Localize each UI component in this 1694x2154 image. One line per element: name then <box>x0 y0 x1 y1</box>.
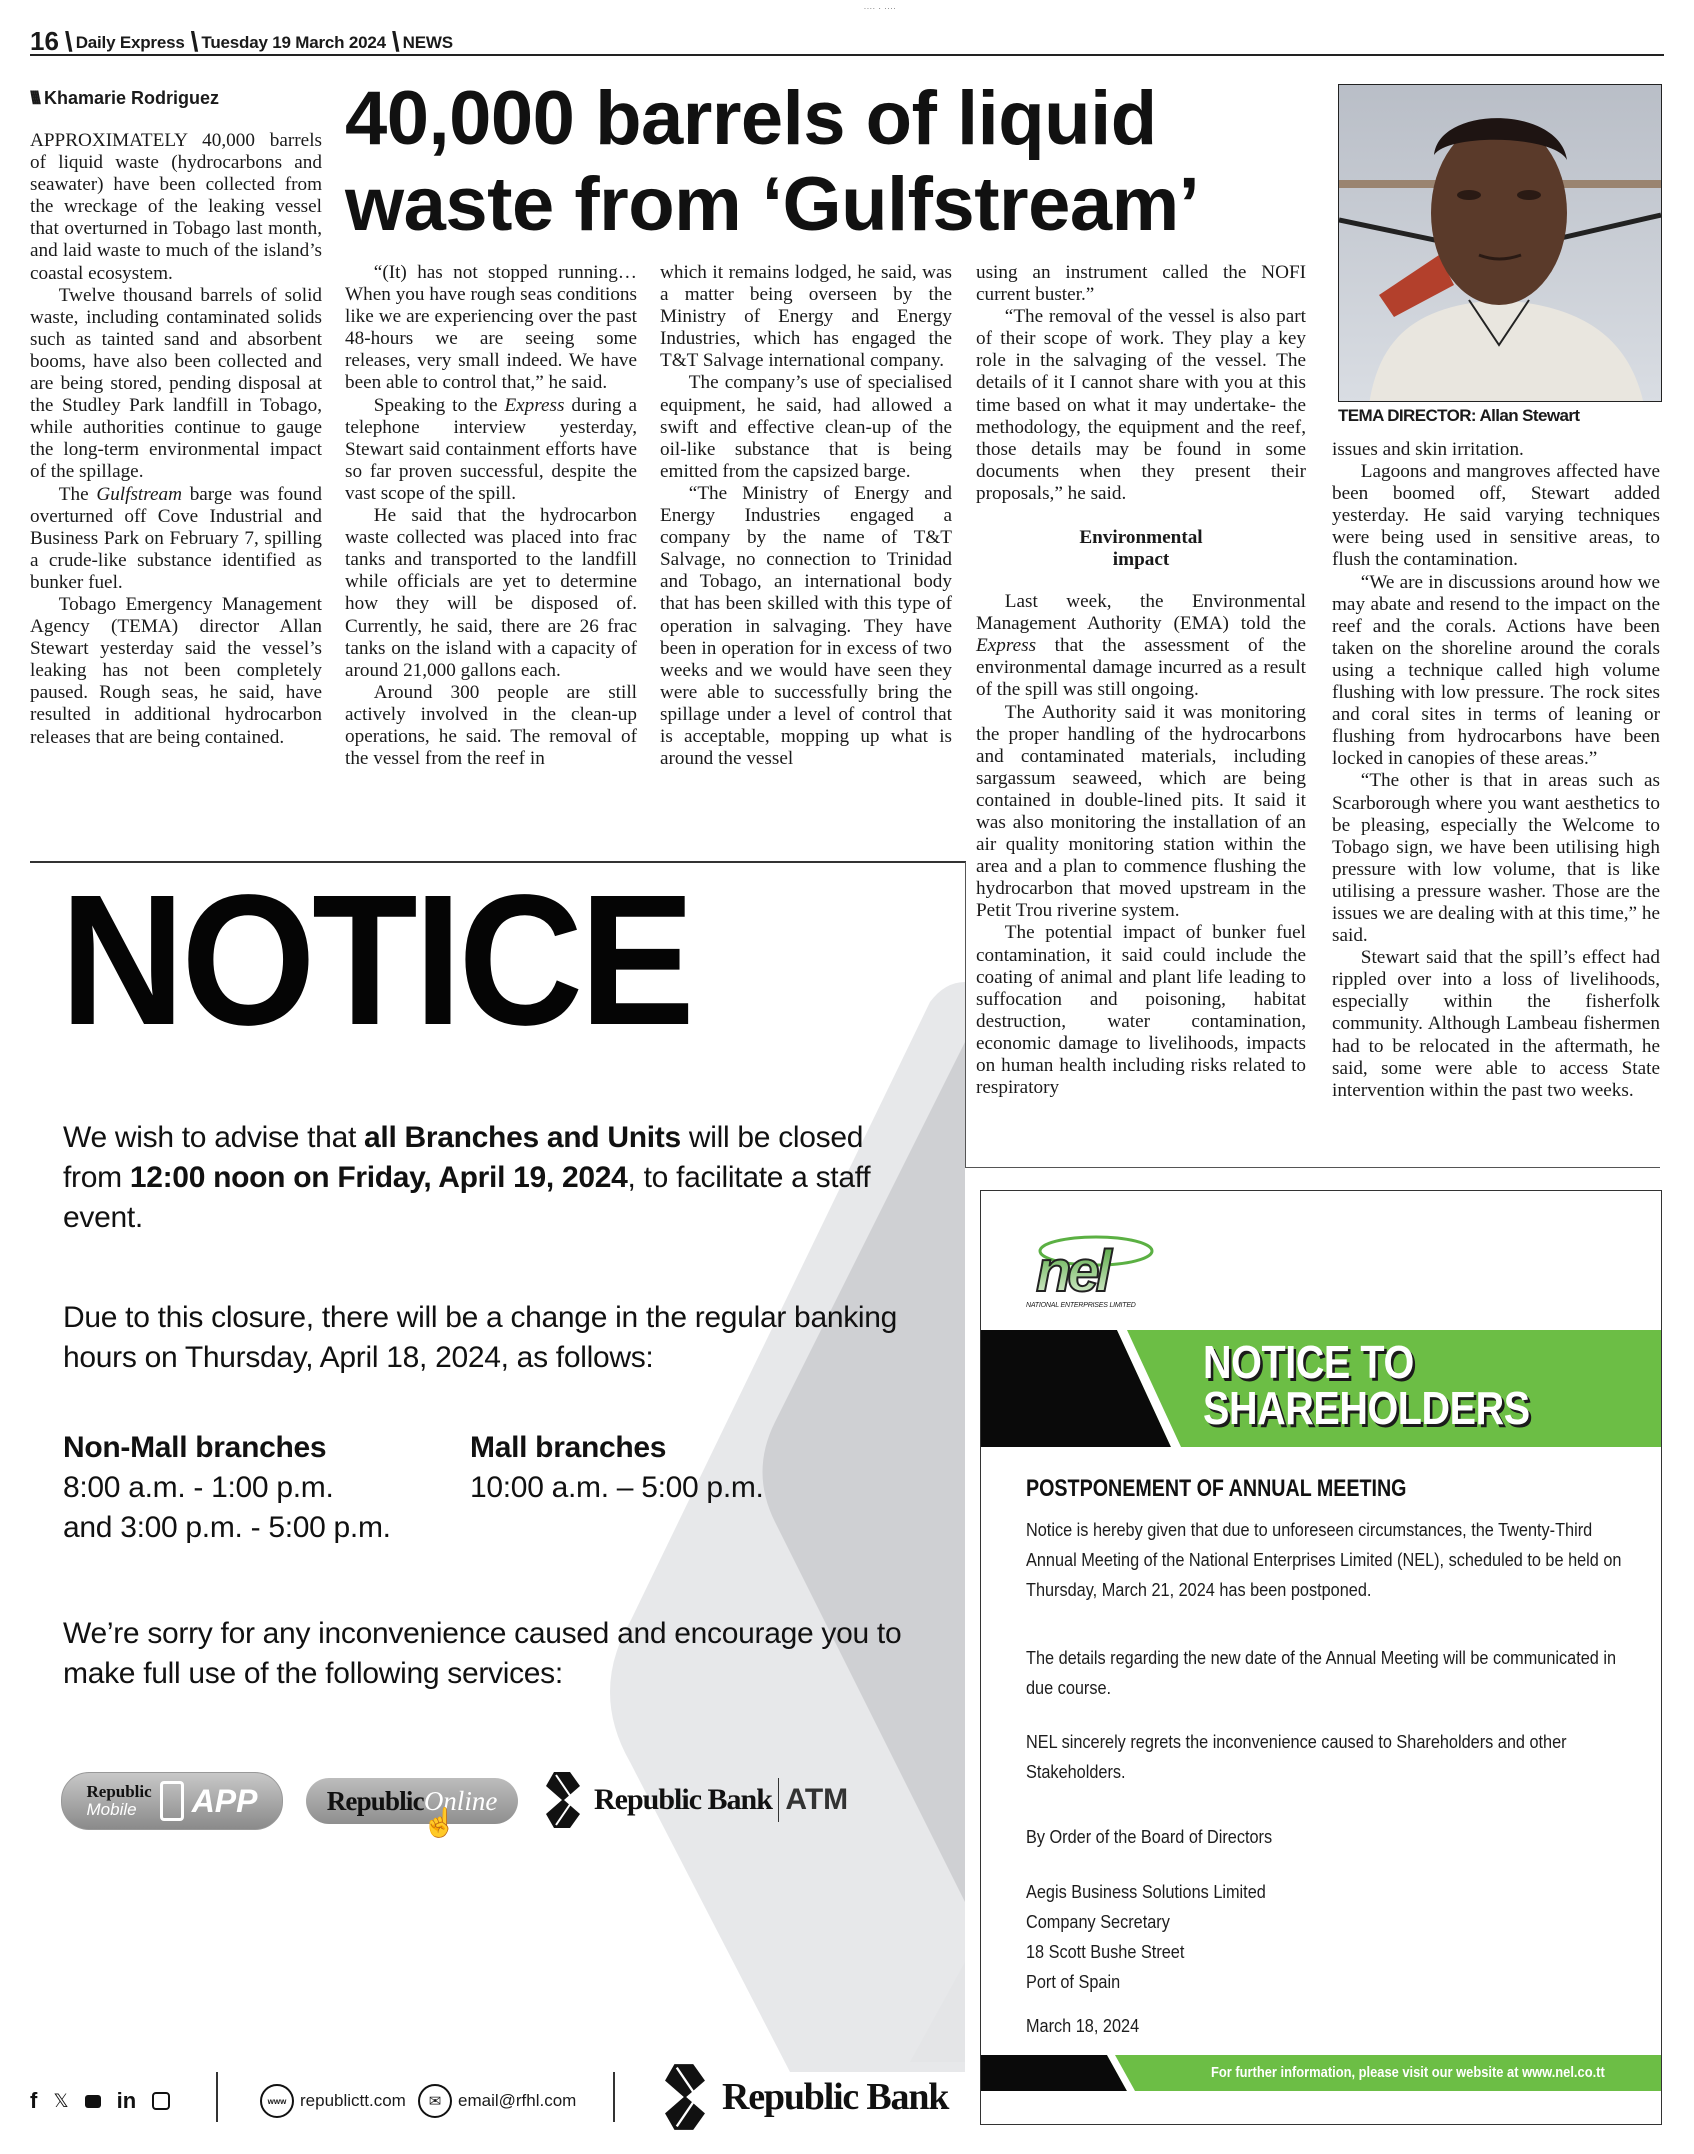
publication-name: Daily Express <box>75 33 185 52</box>
non-mall-hours-2: and 3:00 p.m. - 5:00 p.m. <box>63 1511 391 1544</box>
badge-text: Republic <box>86 1782 152 1801</box>
article-column-1 <box>30 130 322 749</box>
headline: 40,000 barrels of liquid waste from ‘Gulfstream’ <box>345 76 1200 247</box>
paragraph <box>345 395 637 505</box>
paragraph: Lagoons and mangroves affected have been boomed off, Stewart added yesterday. He said varying techniques were being used in sensitive areas, to flush the contamination. <box>1332 461 1660 571</box>
paragraph <box>30 484 322 594</box>
divider <box>965 1167 1660 1168</box>
logo-text: nel <box>1036 1239 1108 1297</box>
address-line: Port of Spain <box>1026 1971 1121 1992</box>
divider <box>778 1778 780 1822</box>
paragraph: The Authority said it was monitoring the proper handling of the hydrocarbons and contaminated materials, including sargassum seaweed, which are being contained in double-lined pits. It said it was also monitoring the installation of an air quality monitoring station within the area and a plan to commence flushing the hydrocarbon that moved upstream in the Petit Trou riverine system. <box>976 701 1306 922</box>
website-text: republictt.com <box>300 2091 406 2110</box>
republic-footer <box>30 2052 965 2142</box>
text: Speaking to the <box>373 394 505 416</box>
paragraph: “(It) has not stopped running… When you have rough seas conditions like we are experiencing over the past 48-hours we are seeing some releases, very small indeed. We have been able to control that,” he said. <box>345 262 637 394</box>
caption-name: Allan Stewart <box>1479 406 1580 425</box>
separator: \ <box>64 26 73 57</box>
notice-paragraph: Notice is hereby given that due to unforeseen circumstances, the Twenty-Third Annual Meeting of the National Enterprises Limited (NEL), scheduled to be held on Thursday, March 21, 2024 has been postponed. <box>1026 1519 1622 1600</box>
notice-paragraph-3: We’re sorry for any inconvenience caused and encourage you to make full use of the following services: <box>63 1617 902 1690</box>
address-line: Aegis Business Solutions Limited <box>1026 1881 1266 1902</box>
divider <box>613 2072 615 2122</box>
byline-author: Khamarie Rodriguez <box>44 88 220 108</box>
republic-bank-atm-badge <box>540 1770 860 1830</box>
email-link[interactable] <box>418 2084 576 2118</box>
republic-bank-logo-icon <box>658 2062 712 2132</box>
social-links <box>30 2088 170 2114</box>
page-number: 16 <box>30 26 59 56</box>
linkedin-icon[interactable]: in <box>116 2088 137 2113</box>
byline-slashes: \\\\ <box>30 88 39 108</box>
badge-text: Mobile <box>86 1800 137 1819</box>
logo-tagline: NATIONAL ENTERPRISES LIMITED <box>1026 1302 1136 1309</box>
issue-date: Tuesday 19 March 2024 <box>201 33 386 52</box>
paragraph: The company’s use of specialised equipment, he said, had allowed a swift and effective clean-up of the oil-like substance that is being emitted from the capsized barge. <box>660 372 952 482</box>
publication-ref: Express <box>976 635 1037 657</box>
notice-paragraph-2: Due to this closure, there will be a change in the regular banking hours on Thursday, April 18, 2024, as follows: <box>63 1301 898 1374</box>
paragraph: Twelve thousand barrels of solid waste, including contaminated solids such as tainted sand and absorbent booms, have also been collected and are being stored, pending disposal at the Studley Park landfill in Tobago, while authorities continue to gauge the long-term environmental impact of the spillage. <box>30 284 322 483</box>
portrait-image <box>1339 85 1661 401</box>
text: that the assessment of the environmental damage incurred as a result of the spill was still ongoing. <box>976 635 1306 701</box>
paragraph: “The Ministry of Energy and Energy Industries engaged a company by the name of T&T Salvage, no connection to Trinidad and Tobago, an international body that has been skilled with this type of operation in salvaging. They have been in operation for in excess of two weeks and we would have seen they were able to successfully bring the spillage under a level of control that is acceptable, mopping up what is around the vessel <box>660 482 952 770</box>
badge-text: Republic Bank <box>594 1783 772 1816</box>
globe-icon: www <box>260 2084 294 2118</box>
notice-heading: POSTPONEMENT OF ANNUAL MEETING <box>1026 1475 1407 1502</box>
address-line: 18 Scott Bushe Street <box>1026 1941 1185 1962</box>
banner-line: SHAREHOLDERS <box>1203 1382 1530 1434</box>
nel-shareholder-notice-ad <box>980 1190 1662 2125</box>
publication-ref: Express <box>504 394 565 416</box>
banner-title <box>1203 1336 1530 1434</box>
nel-logo <box>1026 1229 1161 1309</box>
separator: \ <box>391 26 400 57</box>
article-column-5 <box>1332 439 1660 1102</box>
article-column-2 <box>345 262 637 770</box>
badge-text: Online <box>423 1785 498 1816</box>
text-bold: all Branches and Units <box>364 1121 681 1154</box>
masthead <box>30 26 1664 56</box>
notice-date: March 18, 2024 <box>1026 2015 1140 2036</box>
mail-icon: ✉ <box>418 2084 452 2118</box>
mall-hours-value: 10:00 a.m. – 5:00 p.m. <box>470 1471 764 1504</box>
paragraph: “The other is that in areas such as Scarborough where you want aesthetics to be pleasing, especially the Welcome to Tobago sign, we have been utilising high pressure with low volume, that is like utilising a pressure washer. Those are the issues we are dealing with at this time,” he said. <box>1332 770 1660 947</box>
non-mall-heading: Non-Mall branches <box>63 1431 327 1464</box>
hand-cursor-icon: ☝ <box>422 1808 457 1839</box>
republic-mobile-app-badge <box>61 1772 283 1830</box>
notice-paragraph-1 <box>63 1118 883 1238</box>
paragraph: APPROXIMATELY 40,000 barrels of liquid waste (hydrocarbons and seawater) have been collected from the wreckage of the leaking vessel that overturned in Tobago last month, and laid waste to much of the island’s coastal ecosystem. <box>30 130 322 284</box>
banner-line: NOTICE TO <box>1203 1336 1414 1388</box>
closing-time: 12:00 noon on Friday, April 19, 2024 <box>129 1161 628 1194</box>
paragraph: Around 300 people are still actively involved in the clean-up operations, he said. The removal of the vessel from the reef in <box>345 681 637 770</box>
youtube-icon[interactable] <box>85 2095 101 2108</box>
paragraph: issues and skin irritation. <box>1332 439 1524 460</box>
paragraph: “The removal of the vessel is also part of their scope of work. They play a key role in the salvaging of the vessel. The details of it I cannot share with you at this time based on what it may undertake- the methodology, the equipment and the reef, those details may be found in some documents when they present their proposals,” he said. <box>976 306 1306 504</box>
footer-website-text[interactable]: For further information, please visit our website at www.nel.co.tt <box>1211 2064 1605 2081</box>
website-link[interactable] <box>260 2084 406 2118</box>
republic-bank-logo-icon <box>540 1772 586 1828</box>
notice-paragraph: NEL sincerely regrets the inconvenience caused to Shareholders and other Stakeholders. <box>1026 1731 1567 1782</box>
paragraph <box>976 591 1306 701</box>
scan-mark: .... . .... <box>864 4 897 11</box>
by-order: By Order of the Board of Directors <box>1026 1826 1273 1847</box>
separator: \ <box>190 26 199 57</box>
mall-heading: Mall branches <box>470 1431 667 1464</box>
photo-caption <box>1338 406 1579 426</box>
caption-label: TEMA DIRECTOR: <box>1338 406 1476 425</box>
paragraph: Tobago Emergency Management Agency (TEMA) director Allan Stewart yesterday said the vessel’s leaking has not been completely paused. Rough seas, he said, have resulted in additional hydrocarbon releases that are being contained. <box>30 593 322 748</box>
article-column-3 <box>660 262 952 770</box>
paragraph: He said that the hydrocarbon waste collected was placed into frac tanks and transported to the landfill while officials are yet to determine how they will be disposed of. Currently, he said, there are 26 frac tanks on the island with a capacity of around 21,000 gallons each. <box>345 505 637 681</box>
non-mall-hours <box>63 1428 463 1548</box>
text: The <box>58 483 97 505</box>
secretary-address <box>1026 1877 1554 1997</box>
byline <box>30 88 219 109</box>
non-mall-hours-1: 8:00 a.m. - 1:00 p.m. <box>63 1471 334 1504</box>
text: Last week, the Environmental Management Authority (EMA) told the <box>976 591 1306 635</box>
paragraph: “We are in discussions around how we may abate and resend to the impact on the reef and the corals. Actions have been taken on the shoreline around the corals using a technique called high volume flushing with low pressure. The rock sites and coral sites in terms of leaning or flushing from hydrocarbons have been locked in canopies of these areas.” <box>1332 571 1660 770</box>
text: barge was found overturned off Cove Industrial and Business Park on February 7, spilling a crude-like substance identified as bunker fuel. <box>30 483 322 593</box>
republic-online-badge <box>306 1778 518 1839</box>
text: during a telephone interview yesterday, Stewart said containment efforts have so far proven successful, despite the vast scope of the spill. <box>345 394 637 504</box>
paragraph: Stewart said that the spill’s effect had rippled over into a loss of livelihoods, especially within the fisherfolk community. Although Lambeau fishermen had to be relocated in the aftermath, he said, some were able to access State intervention within the past two weeks. <box>1332 947 1660 1101</box>
notice-title: NOTICE <box>60 857 692 1064</box>
notice-paragraph: The details regarding the new date of the Annual Meeting will be communicated in due course. <box>1026 1647 1617 1698</box>
paragraph: using an instrument called the NOFI current buster.” <box>976 262 1306 306</box>
nel-logo-icon <box>1026 1229 1161 1297</box>
republic-bank-notice-ad <box>30 857 965 2154</box>
divider <box>216 2072 218 2122</box>
text: We wish to advise that <box>63 1121 365 1154</box>
x-icon[interactable]: 𝕏 <box>53 2090 69 2112</box>
paragraph: which it remains lodged, he said, was a matter being overseen by the Ministry of Energy and Energy Industries, which has engaged the T&T Salvage international company. <box>660 262 952 372</box>
article-column-4 <box>976 262 1306 1099</box>
text: will be closed from <box>63 1121 864 1194</box>
republic-bank-brand <box>658 2062 948 2132</box>
subheading: Environmental impact <box>1079 527 1203 571</box>
badge-text: Republic <box>326 1785 424 1816</box>
address-line: Company Secretary <box>1026 1911 1170 1932</box>
brand-name: Republic Bank <box>722 2076 949 2118</box>
badge-text: APP <box>191 1782 258 1819</box>
text: , to facilitate a staff event. <box>63 1161 871 1234</box>
facebook-icon[interactable]: f <box>30 2088 38 2113</box>
section-name: NEWS <box>402 33 453 52</box>
vessel-name: Gulfstream <box>96 483 182 505</box>
paragraph: The potential impact of bunker fuel contamination, it said could include the coating of animal and plant life leading to suffocation and poisoning, habitat destruction, water contamination, economic damage to livelihoods, impacts on human health including risks related to respiratory <box>976 922 1306 1099</box>
phone-icon <box>160 1781 184 1821</box>
portrait-photo <box>1338 84 1662 402</box>
divider <box>965 862 966 1167</box>
instagram-icon[interactable] <box>152 2092 170 2110</box>
mall-hours <box>470 1428 870 1508</box>
badge-text: ATM <box>785 1783 849 1816</box>
email-text: email@rfhl.com <box>458 2091 577 2110</box>
